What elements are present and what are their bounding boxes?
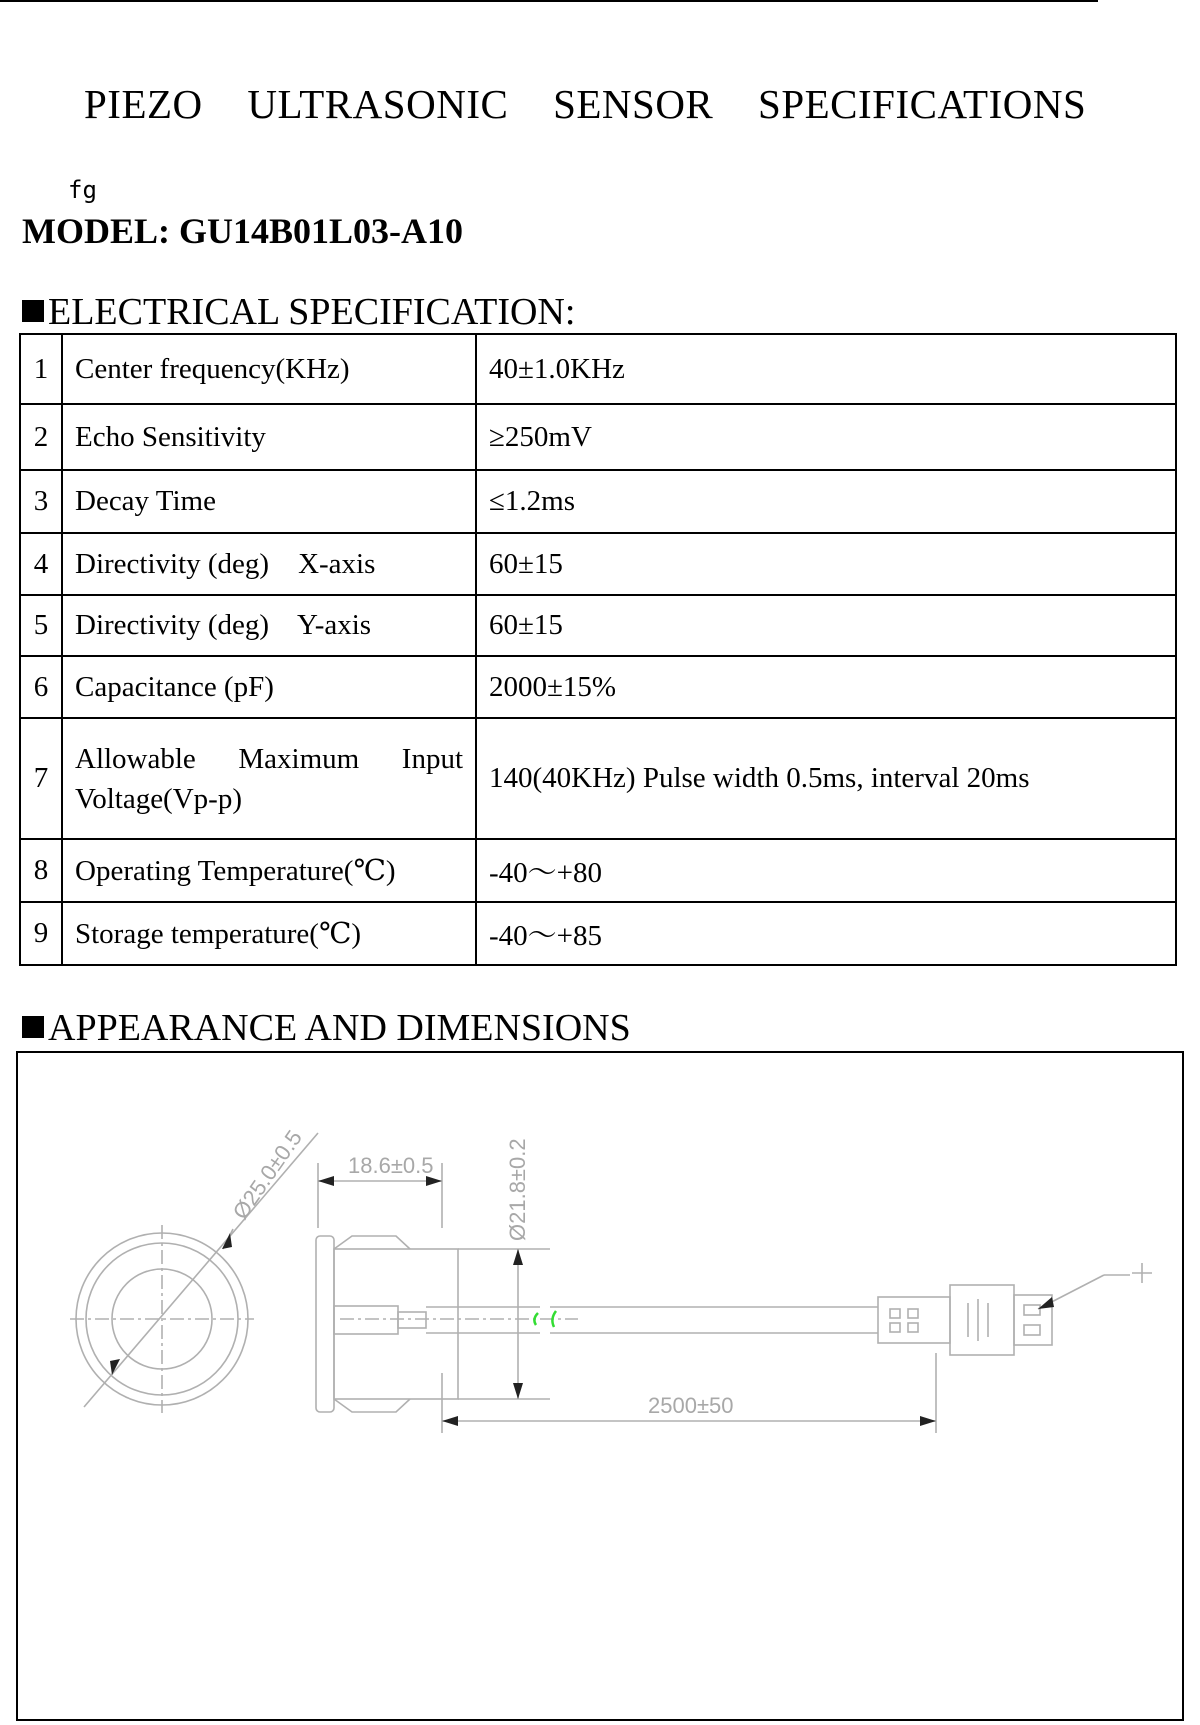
value-cell: ≥250mV xyxy=(476,404,1176,470)
appearance-heading-text: APPEARANCE AND DIMENSIONS xyxy=(48,1007,631,1049)
dimension-drawing-frame xyxy=(16,1051,1184,1721)
value-cell: ≤1.2ms xyxy=(476,470,1176,533)
outer-diameter-dim-text: Ø25.0±0.5 xyxy=(227,1125,307,1224)
square-bullet-icon xyxy=(22,1016,44,1038)
appearance-heading xyxy=(22,1006,631,1050)
row-number: 3 xyxy=(20,470,62,533)
flange xyxy=(316,1236,334,1412)
top-rule xyxy=(0,0,1098,2)
length-dim-text: 18.6±0.5 xyxy=(348,1153,434,1178)
electrical-spec-heading-text: ELECTRICAL SPECIFICATION: xyxy=(48,291,576,333)
model-number: MODEL: GU14B01L03-A10 xyxy=(22,211,463,251)
param-cell xyxy=(62,718,476,839)
connector-sleeve xyxy=(878,1297,950,1343)
body xyxy=(334,1249,458,1399)
param-cell: Echo Sensitivity xyxy=(62,404,476,470)
table-row xyxy=(20,839,1176,902)
table-row xyxy=(20,334,1176,404)
param-cell: Operating Temperature(℃) xyxy=(62,839,476,902)
param-cell: Capacitance (pF) xyxy=(62,656,476,718)
value-cell: 60±15 xyxy=(476,595,1176,656)
connector-housing xyxy=(950,1285,1014,1355)
param-line-2: Voltage(Vp-p) xyxy=(75,782,242,815)
electrical-spec-heading xyxy=(22,290,575,334)
row-number: 4 xyxy=(20,533,62,595)
value-cell: 60±15 xyxy=(476,533,1176,595)
table-row xyxy=(20,470,1176,533)
electrical-spec-table xyxy=(19,333,1177,966)
table-row xyxy=(20,718,1176,839)
param-multiline xyxy=(75,739,463,819)
pin-slot xyxy=(890,1323,900,1332)
row-number: 1 xyxy=(20,334,62,404)
table-row xyxy=(20,902,1176,965)
cable-length-dim-text: 2500±50 xyxy=(648,1393,734,1418)
side-view xyxy=(316,1236,878,1412)
param-cell: Directivity (deg) X-axis xyxy=(62,533,476,595)
flange-top xyxy=(334,1236,410,1249)
page-title: PIEZO ULTRASONIC SENSOR SPECIFICATIONS xyxy=(84,81,1087,127)
row-number: 5 xyxy=(20,595,62,656)
param-cell: Directivity (deg) Y-axis xyxy=(62,595,476,656)
pin-slot xyxy=(908,1309,918,1318)
connector xyxy=(878,1263,1152,1355)
value-cell: 140(40KHz) Pulse width 0.5ms, interval 20ms xyxy=(476,718,1176,839)
square-bullet-icon xyxy=(22,300,44,322)
row-number: 2 xyxy=(20,404,62,470)
plug-latch xyxy=(1024,1305,1040,1315)
value-cell: 2000±15% xyxy=(476,656,1176,718)
value-cell: -40～+80 xyxy=(476,839,1176,902)
row-number: 9 xyxy=(20,902,62,965)
pin-slot xyxy=(908,1323,918,1332)
param-line-1: Allowable Maximum Input xyxy=(75,742,463,775)
value-cell: -40～+85 xyxy=(476,902,1176,965)
table-row xyxy=(20,533,1176,595)
row-number: 6 xyxy=(20,656,62,718)
value-cell: 40±1.0KHz xyxy=(476,334,1176,404)
dimension-drawing xyxy=(18,1053,1182,1719)
row-number: 7 xyxy=(20,718,62,839)
param-cell: Center frequency(KHz) xyxy=(62,334,476,404)
inner-diameter-dim-text: Ø21.8±0.2 xyxy=(505,1138,530,1241)
table-row xyxy=(20,656,1176,718)
cable-gland xyxy=(398,1312,426,1328)
param-cell: Storage temperature(℃) xyxy=(62,902,476,965)
table-row xyxy=(20,404,1176,470)
flange-bottom xyxy=(334,1399,410,1412)
plug-latch xyxy=(1024,1325,1040,1335)
inner-cavity xyxy=(334,1306,398,1334)
row-number: 8 xyxy=(20,839,62,902)
note-text: fg xyxy=(68,176,97,204)
dimension-lines xyxy=(318,1163,936,1433)
table-row xyxy=(20,595,1176,656)
pin-slot xyxy=(890,1309,900,1318)
param-cell: Decay Time xyxy=(62,470,476,533)
